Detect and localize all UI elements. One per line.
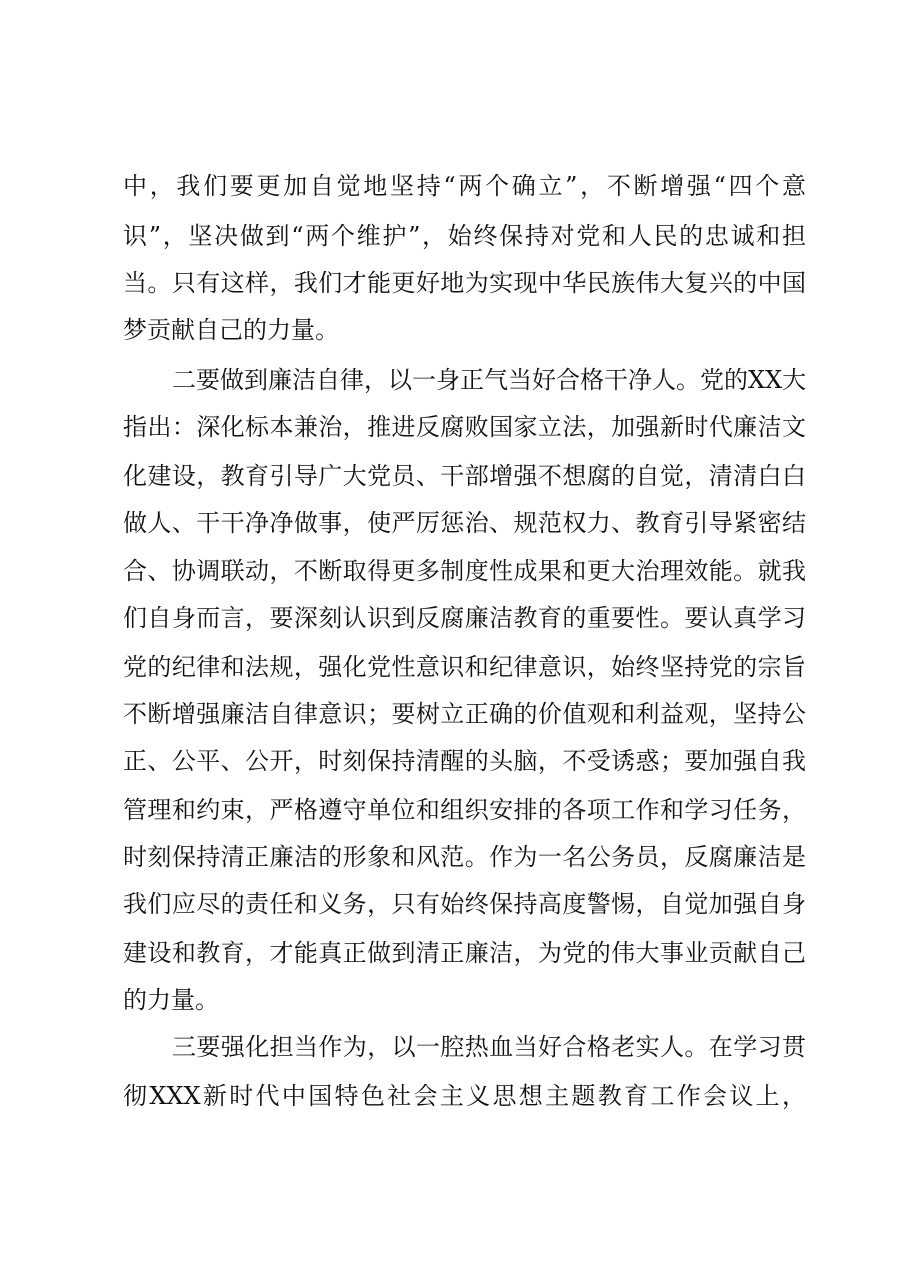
text-line: 正、公平、公开，时刻保持清醒的头脑，不受诱惑；要加强自我 xyxy=(123,747,806,775)
paragraph-first-line: 二要做到廉洁自律，以一身正气当好合格干净人。党的XX大 xyxy=(172,366,807,394)
text-line: 彻XXX新时代中国特色社会主义思想主题教育工作会议上， xyxy=(123,1082,806,1110)
text-line: 的力量。 xyxy=(123,986,219,1014)
text-line: 指出：深化标本兼治，推进反腐败国家立法，加强新时代廉洁文 xyxy=(123,413,806,441)
text-line: 做人、干干净净做事，使严厉惩治、规范权力、教育引导紧密结 xyxy=(123,509,806,537)
text-line: 中，我们要更加自觉地坚持“两个确立”，不断增强“四个意 xyxy=(123,172,806,200)
paragraph-first-line: 三要强化担当作为，以一腔热血当好合格老实人。在学习贯 xyxy=(172,1033,806,1061)
text-line: 化建设，教育引导广大党员、干部增强不想腐的自觉，清清白白 xyxy=(123,462,806,490)
text-line: 合、协调联动，不断取得更多制度性成果和更大治理效能。就我 xyxy=(123,557,806,585)
text-line: 梦贡献自己的力量。 xyxy=(123,316,339,344)
text-line: 时刻保持清正廉洁的形象和风范。作为一名公务员，反腐廉洁是 xyxy=(123,843,806,871)
text-line: 建设和教育，才能真正做到清正廉洁，为党的伟大事业贡献自己 xyxy=(123,939,806,967)
text-line: 们自身而言，要深刻认识到反腐廉洁教育的重要性。要认真学习 xyxy=(123,604,806,632)
text-line: 管理和约束，严格遵守单位和组织安排的各项工作和学习任务， xyxy=(123,796,806,824)
text-line: 当。只有这样，我们才能更好地为实现中华民族伟大复兴的中国 xyxy=(123,269,806,297)
text-line: 党的纪律和法规，强化党性意识和纪律意识，始终坚持党的宗旨 xyxy=(123,653,806,681)
text-line: 不断增强廉洁自律意识；要树立正确的价值观和利益观，坚持公 xyxy=(123,700,806,728)
text-line: 我们应尽的责任和义务，只有始终保持高度警惕，自觉加强自身 xyxy=(123,890,806,918)
text-line: 识”，坚决做到“两个维护”，始终保持对党和人民的忠诚和担 xyxy=(123,222,806,250)
